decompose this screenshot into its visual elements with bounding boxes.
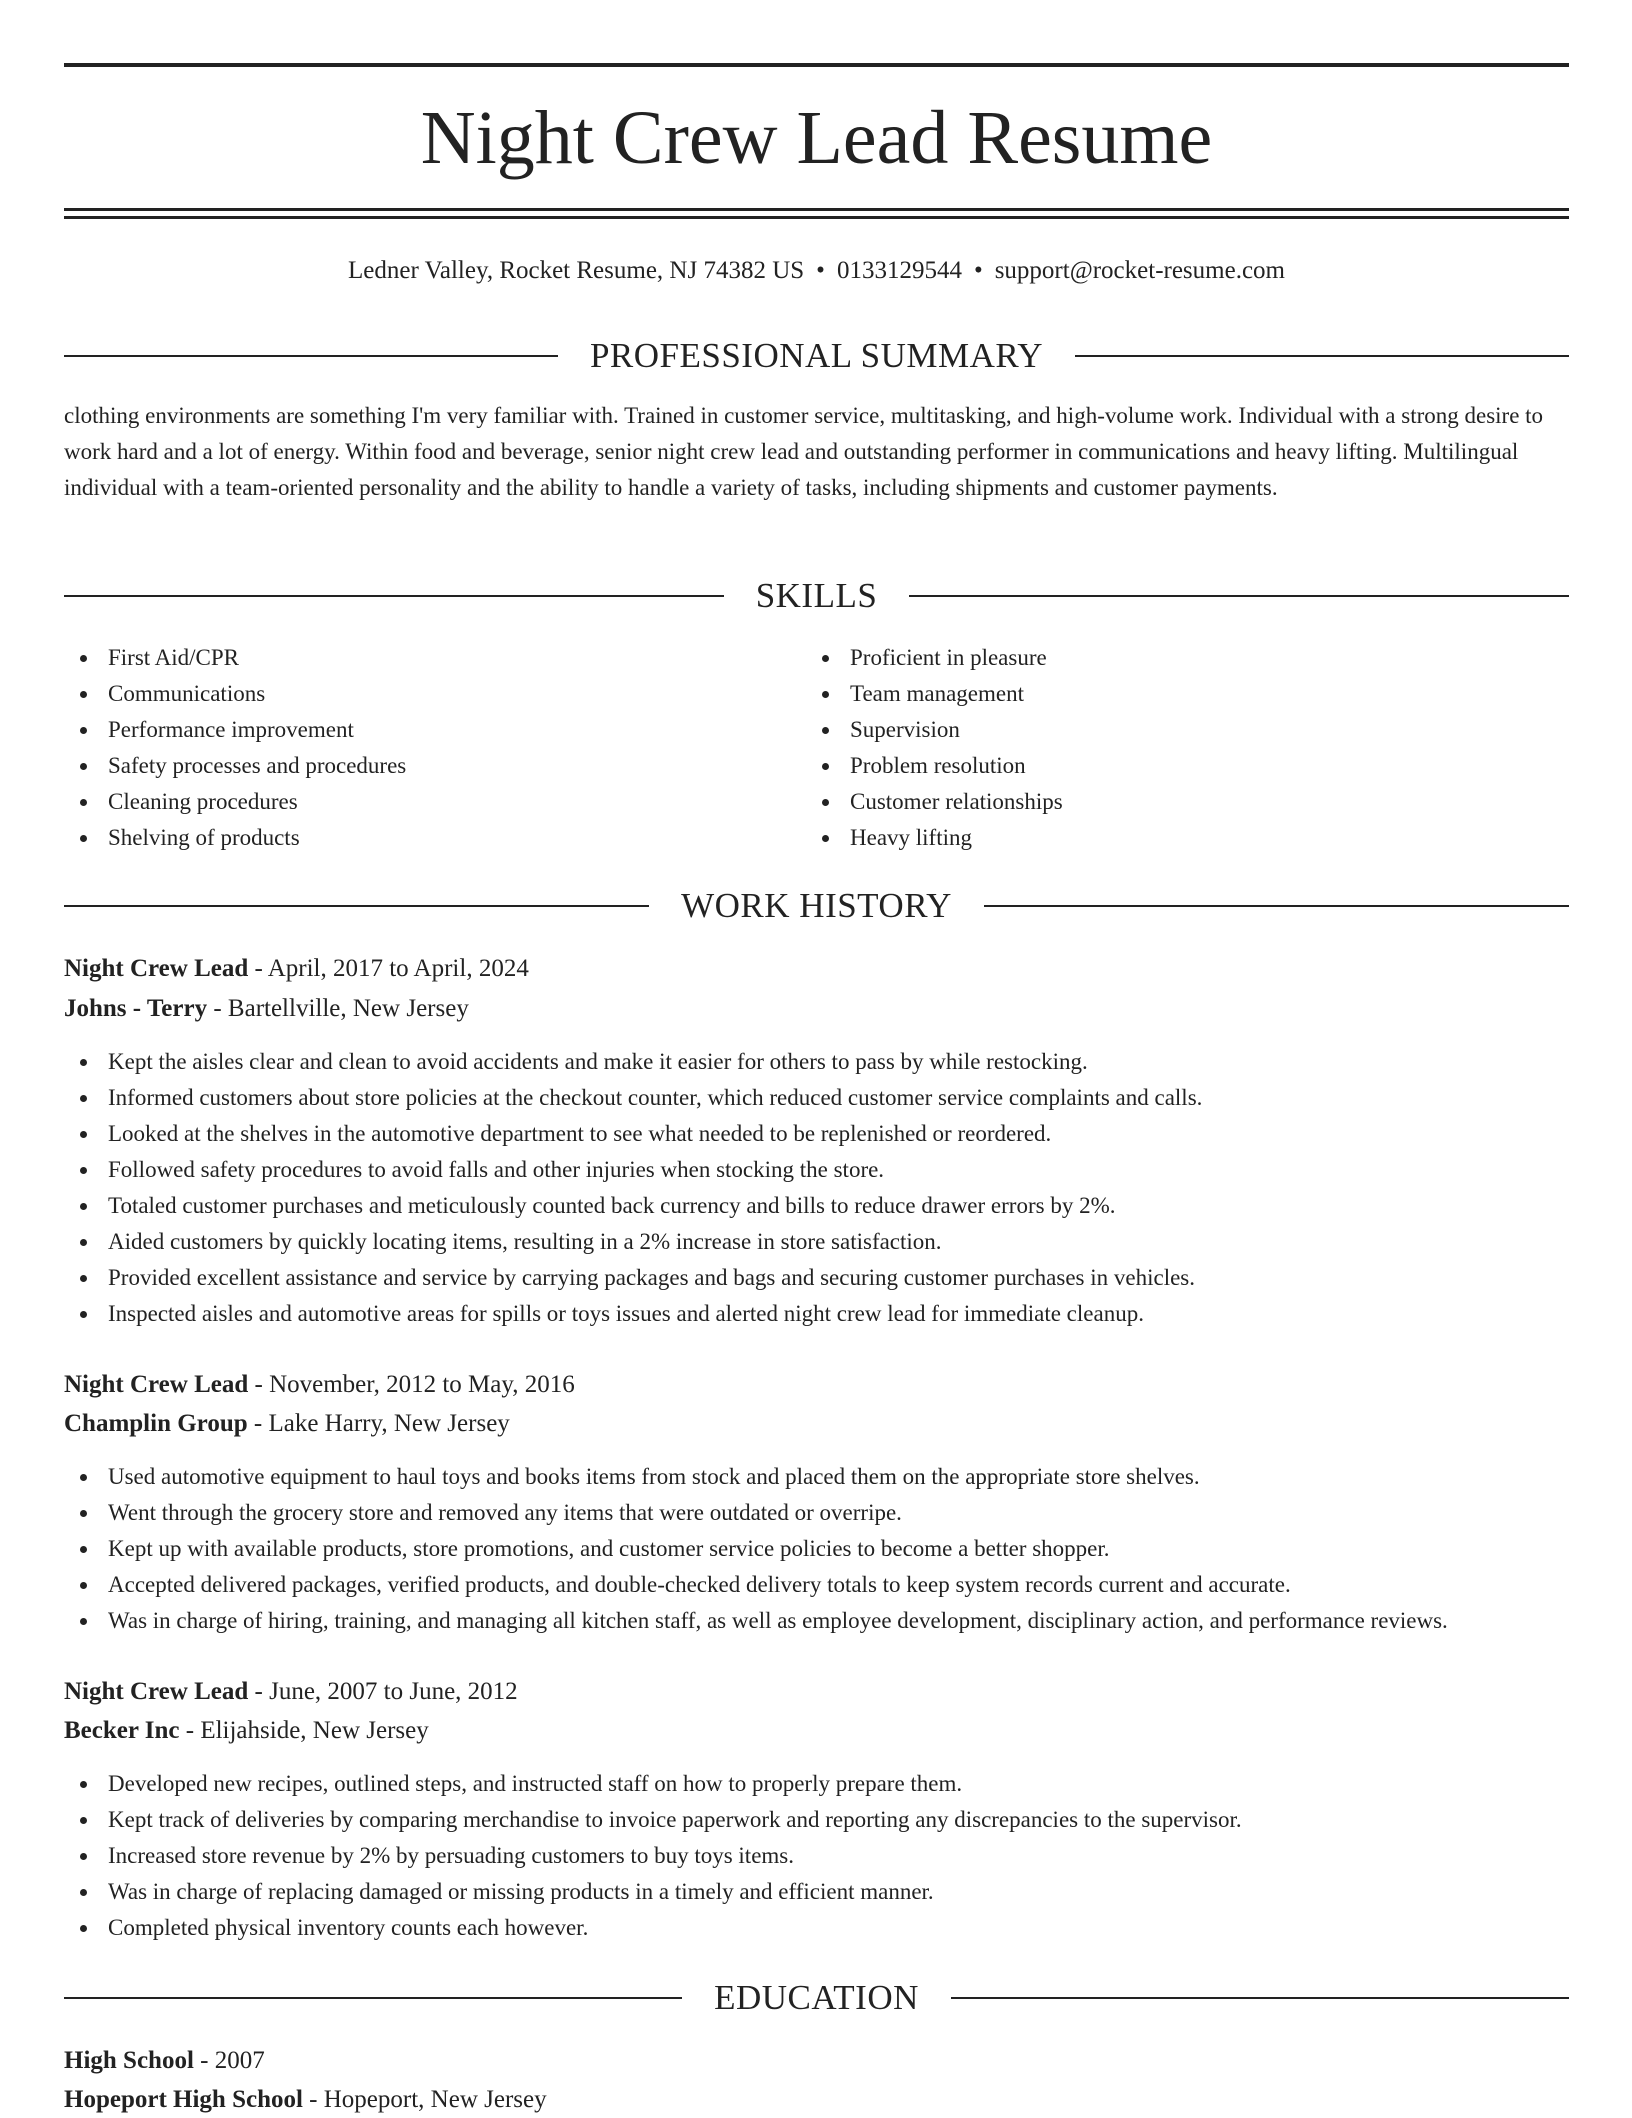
job-dates: - June, 2007 to June, 2012 [248,1678,518,1705]
education-year: - 2007 [193,2047,265,2074]
job-title: Night Crew Lead [64,1678,249,1705]
job-bullet: Was in charge of replacing damaged or missing products in a timely and efficient manner. [64,1874,1569,1910]
skill-item: Proficient in pleasure [806,640,1506,676]
contact-separator: • [816,257,825,284]
job-bullet: Was in charge of hiring, training, and managing all kitchen staff, as well as employee development, disciplinary action, and performance reviews. [64,1603,1569,1639]
job-bullet: Aided customers by quickly locating items, resulting in a 2% increase in store satisfaction. [64,1224,1569,1260]
section-title: EDUCATION [714,1978,919,2017]
divider-line [64,1997,682,1999]
header-double-rule-lower [64,216,1569,219]
skill-item: Customer relationships [806,784,1506,820]
job-company-line [64,991,1569,1027]
contact-separator: • [973,257,983,284]
education-school-line [64,2082,1569,2118]
header-top-rule [64,63,1569,67]
job-company: Johns - Terry [64,995,208,1022]
job-bullet: Looked at the shelves in the automotive department to see what needed to be replenished or reordered. [64,1116,1569,1152]
contact-email[interactable]: support@rocket-resume.com [994,257,1285,284]
job-bullet: Inspected aisles and automotive areas for spills or toys issues and alerted night crew lead for immediate cleanup. [64,1296,1569,1332]
job-location: - Lake Harry, New Jersey [247,1410,510,1437]
divider-line [64,355,558,357]
job-title-line [64,951,1569,987]
divider-line [951,1997,1569,1999]
job-location: - Bartellville, New Jersey [207,995,469,1022]
skill-item: Performance improvement [64,712,764,748]
section-header-education [64,1976,1569,2020]
divider-line [909,595,1569,597]
resume-title: Night Crew Lead Resume [420,96,1213,180]
job-bullet: Used automotive equipment to haul toys and books items from stock and placed them on the appropriate store shelves. [64,1459,1569,1495]
divider-line [64,595,724,597]
section-header-skills [64,574,1569,618]
job-title-line [64,1674,1569,1710]
section-header-summary [64,334,1569,378]
contact-line [64,254,1569,288]
job-bullet: Kept up with available products, store promotions, and customer service policies to become a better shopper. [64,1531,1569,1567]
header-double-rule-upper [64,208,1569,211]
job-bullet: Informed customers about store policies at the checkout counter, which reduced customer service complaints and calls. [64,1080,1569,1116]
section-header-work-history [64,884,1569,928]
job-bullet: Completed physical inventory counts each however. [64,1910,1569,1946]
job-company: Becker Inc [64,1717,180,1744]
summary-text: clothing environments are something I'm very familiar with. Trained in customer service, multitasking, and high-volume work. Individual with a strong desire to work hard and a lot of energy. Within food and beverage, senior night crew lead and outstanding performer in communications and heavy lifting. Multilingual individual with a team-oriented personality and the ability to handle a variety of tasks, including shipments and customer payments. [64,403,1544,500]
contact-phone: 0133129544 [836,257,962,284]
job-company-line [64,1713,1569,1749]
skill-item: Heavy lifting [806,820,1506,856]
job-bullet: Provided excellent assistance and service by carrying packages and bags and securing customer purchases in vehicles. [64,1260,1569,1296]
skill-item: Cleaning procedures [64,784,764,820]
skill-item: Communications [64,676,764,712]
job-bullet-list [64,1044,1569,1332]
education-location: - Hopeport, New Jersey [302,2086,547,2113]
job-title: Night Crew Lead [64,955,249,982]
education-degree: High School [64,2047,194,2074]
skill-item: Team management [806,676,1506,712]
contact-address: Ledner Valley, Rocket Resume, NJ 74382 US [347,257,805,284]
divider-line [1075,355,1569,357]
divider-line [64,905,649,907]
skill-item: First Aid/CPR [64,640,764,676]
skills-list-left [64,640,764,856]
job-dates: - November, 2012 to May, 2016 [248,1371,575,1398]
job-bullet-list [64,1766,1569,1946]
skill-item: Problem resolution [806,748,1506,784]
education-school: Hopeport High School [64,2086,303,2113]
job-bullet: Accepted delivered packages, verified products, and double-checked delivery totals to keep system records current and accurate. [64,1567,1569,1603]
skill-item: Safety processes and procedures [64,748,764,784]
job-bullet: Developed new recipes, outlined steps, and instructed staff on how to properly prepare them. [64,1766,1569,1802]
divider-line [984,905,1569,907]
job-bullet: Went through the grocery store and removed any items that were outdated or overripe. [64,1495,1569,1531]
job-title: Night Crew Lead [64,1371,249,1398]
job-dates: - April, 2017 to April, 2024 [248,955,529,982]
job-bullet: Kept the aisles clear and clean to avoid accidents and make it easier for others to pass by while restocking. [64,1044,1569,1080]
education-degree-line [64,2043,1569,2079]
skills-list-right [806,640,1506,856]
job-bullet: Increased store revenue by 2% by persuading customers to buy toys items. [64,1838,1569,1874]
section-title: SKILLS [755,576,878,615]
job-bullet: Totaled customer purchases and meticulously counted back currency and bills to reduce drawer errors by 2%. [64,1188,1569,1224]
job-location: - Elijahside, New Jersey [179,1717,429,1744]
job-bullet-list [64,1459,1569,1639]
section-title: WORK HISTORY [681,886,952,925]
job-company: Champlin Group [64,1410,248,1437]
job-bullet: Kept track of deliveries by comparing merchandise to invoice paperwork and reporting any discrepancies to the supervisor. [64,1802,1569,1838]
skill-item: Supervision [806,712,1506,748]
job-bullet: Followed safety procedures to avoid falls and other injuries when stocking the store. [64,1152,1569,1188]
section-title: PROFESSIONAL SUMMARY [589,336,1044,375]
skill-item: Shelving of products [64,820,764,856]
job-company-line [64,1406,1569,1442]
job-title-line [64,1367,1569,1403]
